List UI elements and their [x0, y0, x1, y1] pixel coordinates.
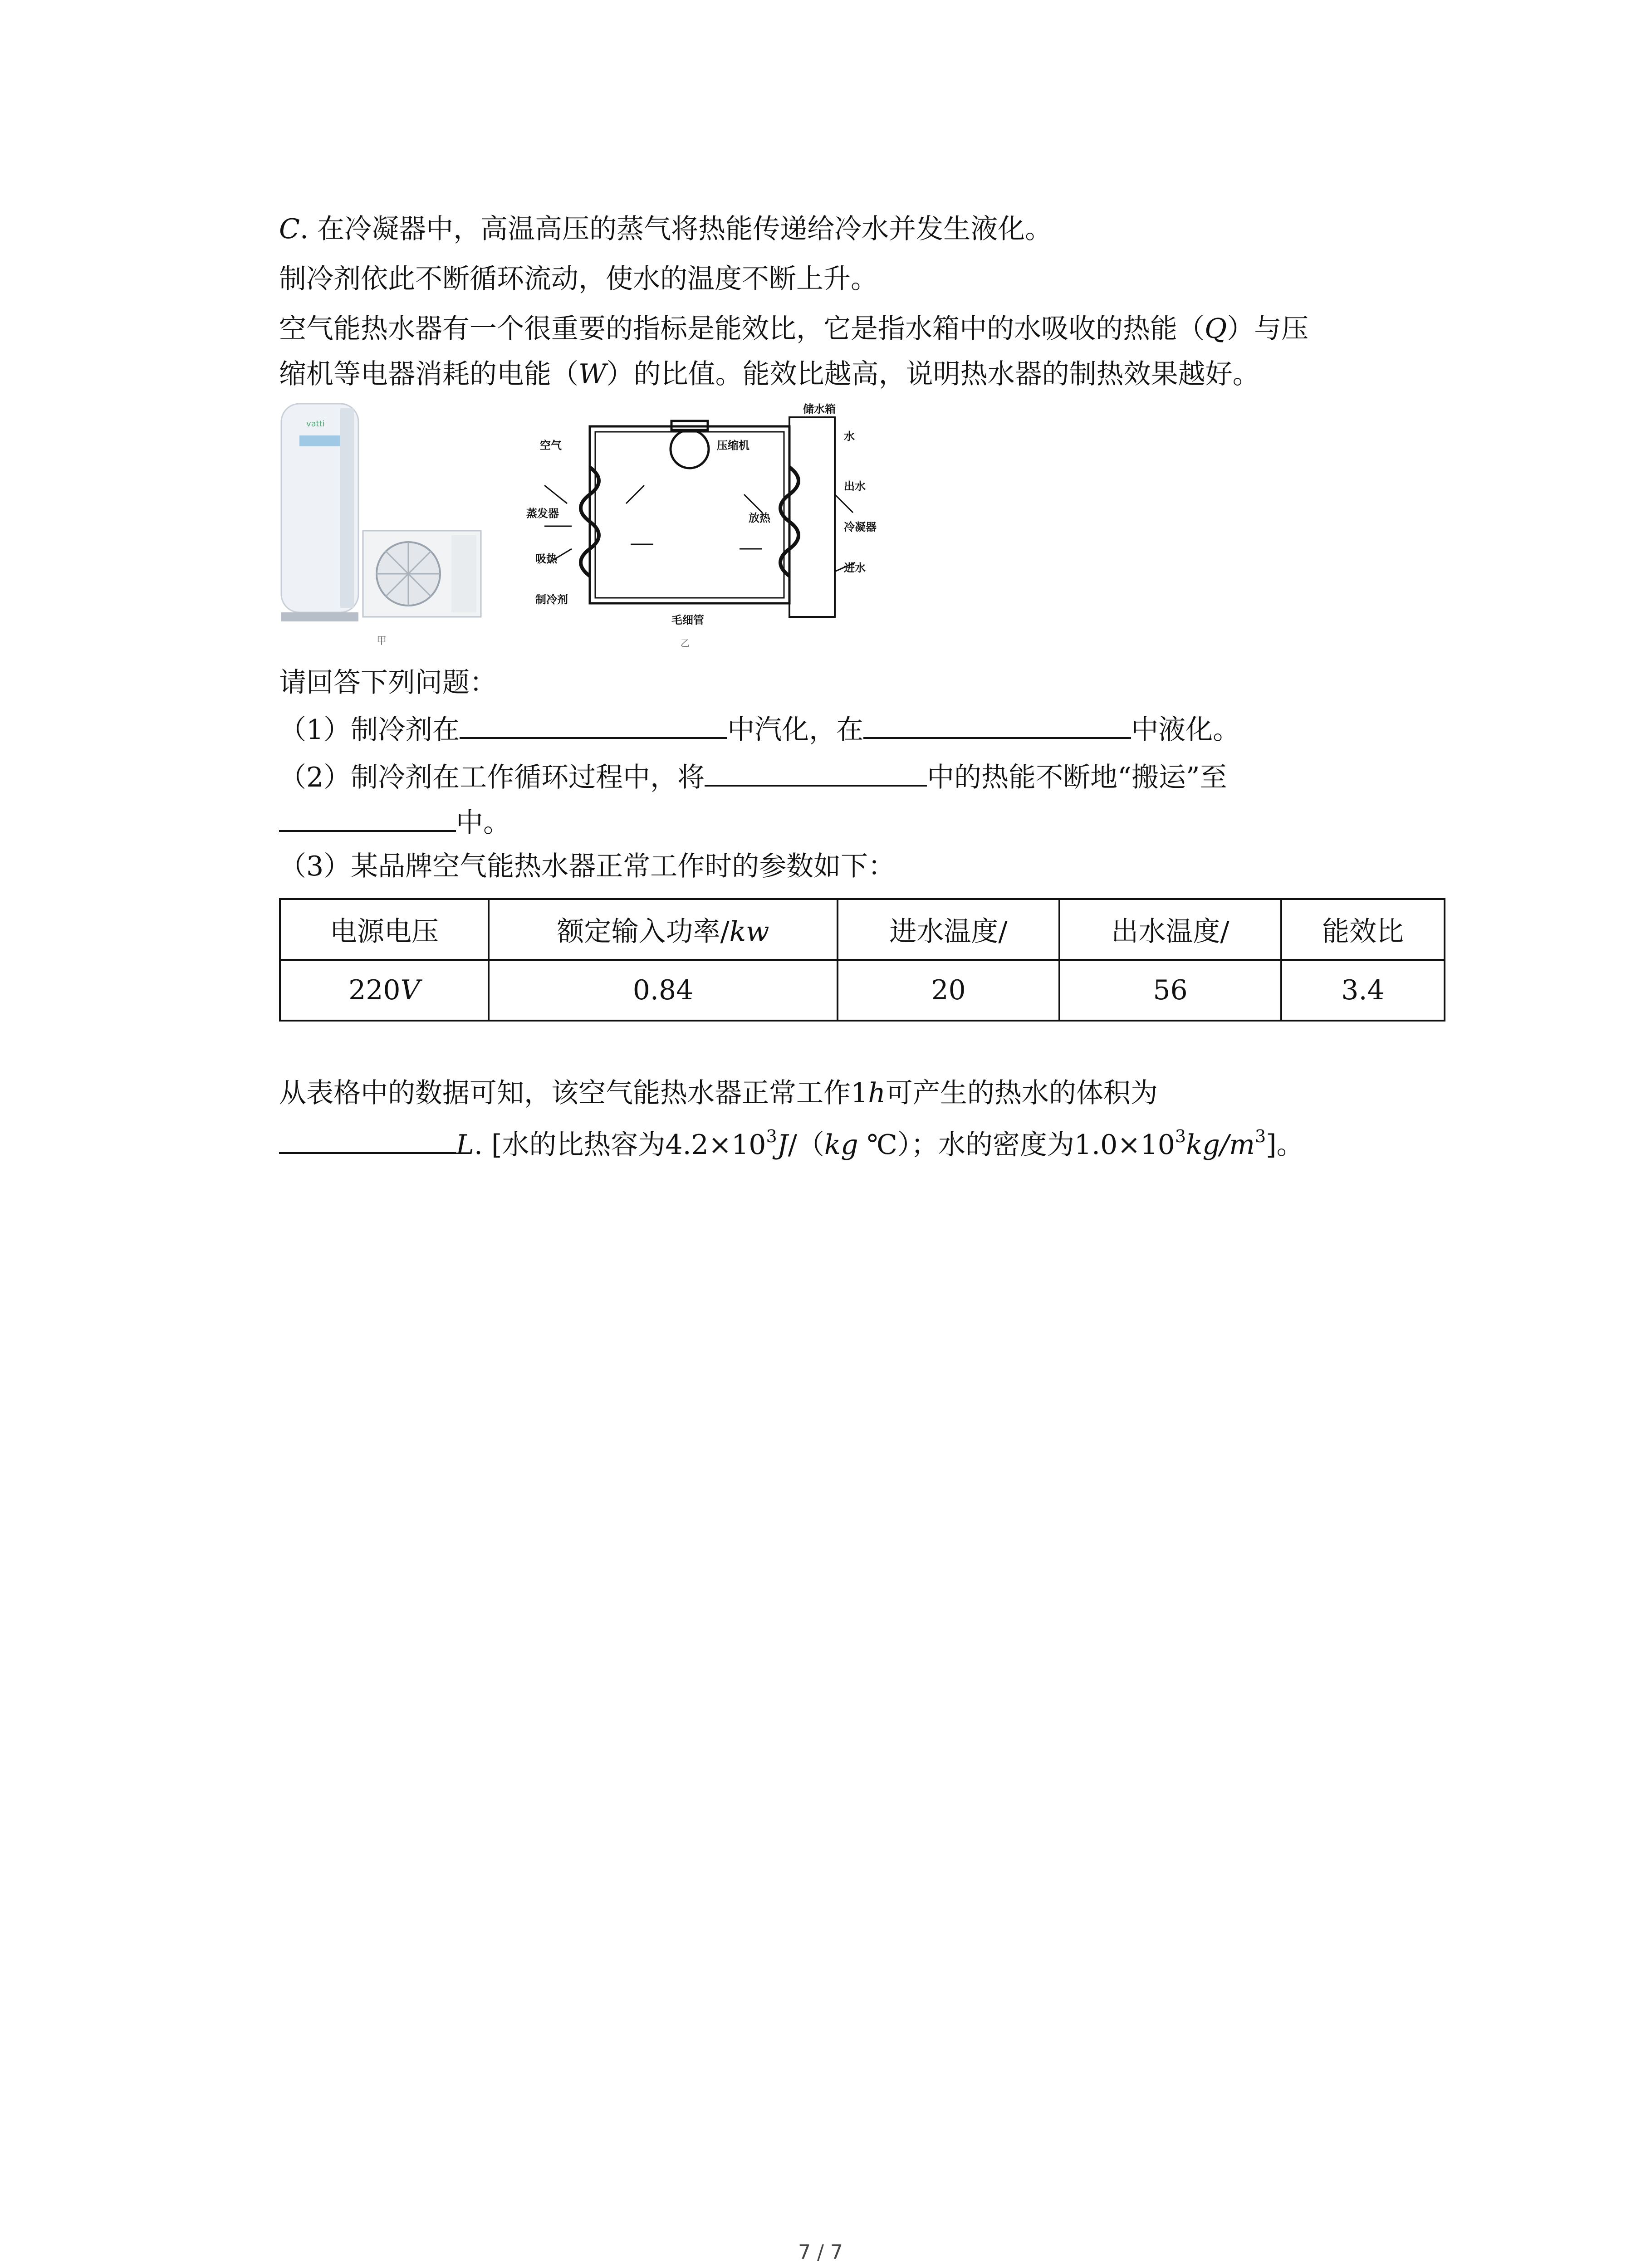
header-text: 出水温度/	[1111, 916, 1230, 948]
exponent-3: 3	[1254, 1126, 1266, 1146]
header-cell	[1059, 899, 1281, 960]
symbol-h: h	[868, 1077, 886, 1109]
q2-text-a: （2）制冷剂在工作循环过程中，将	[279, 762, 705, 793]
option-c-text: . 在冷凝器中，高温高压的蒸气将热能传递给冷水并发生液化。	[299, 213, 1053, 245]
table-cell	[489, 960, 838, 1021]
cell-unit: V	[400, 974, 420, 1006]
water-tank-image	[281, 404, 358, 621]
cell-value: 3.4	[1341, 974, 1385, 1006]
schematic-diagram	[581, 417, 835, 617]
heat-arrows	[544, 485, 855, 572]
question-2-cont	[279, 803, 510, 841]
conclusion-line	[279, 1075, 1158, 1111]
header-cell	[489, 899, 838, 960]
label-refrigerant: 制冷剂	[535, 593, 568, 606]
question-1	[279, 710, 1240, 748]
label-water: 水	[844, 430, 855, 443]
cycle-line: 制冷剂依此不断循环流动，使水的温度不断上升。	[279, 263, 878, 295]
exponent-2: 3	[1175, 1126, 1186, 1146]
exponent-1: 3	[766, 1126, 777, 1146]
final-text-a: . [水的比热容为4.2×10	[474, 1129, 766, 1161]
table-header-row	[280, 899, 1445, 960]
answer-blank-5[interactable]	[279, 1125, 456, 1154]
final-text-b: /（	[788, 1129, 824, 1161]
q2-text-c: 中。	[456, 807, 510, 839]
figure-svg	[272, 399, 898, 653]
table-cell	[1059, 960, 1281, 1021]
answer-blank-2[interactable]	[863, 710, 1131, 739]
unit-l: L	[456, 1129, 474, 1161]
final-text-c: ℃）；水的密度为1.0×10	[858, 1129, 1175, 1161]
header-cell	[280, 899, 489, 960]
answer-blank-1[interactable]	[460, 710, 727, 739]
intro-line-2	[279, 356, 1260, 392]
table-cell	[838, 960, 1059, 1021]
final-line	[279, 1125, 1304, 1163]
header-unit: kw	[729, 916, 769, 948]
label-water-out: 出水	[844, 480, 866, 493]
table-cell	[1281, 960, 1445, 1021]
intro-text-1a: 空气能热水器有一个很重要的指标是能效比，它是指水箱中的水吸收的热能（	[279, 313, 1205, 345]
q1-text-c: 中液化。	[1131, 714, 1240, 746]
header-cell	[1281, 899, 1445, 960]
label-air: 空气	[540, 439, 562, 452]
unit-j: J	[777, 1129, 788, 1161]
unit-kg: kg	[824, 1129, 858, 1161]
header-text: 额定输入功率/	[557, 916, 730, 948]
brand-text: vatti	[306, 419, 325, 429]
label-jia: 甲	[377, 635, 387, 647]
final-text-d: ]。	[1266, 1129, 1304, 1161]
q1-text-a: （1）制冷剂在	[279, 714, 460, 746]
option-c-letter: C	[279, 213, 300, 245]
q1-text-b: 中汽化，在	[727, 714, 864, 746]
answer-blank-3[interactable]	[705, 758, 927, 787]
symbol-q: Q	[1205, 313, 1227, 345]
label-evaporator: 蒸发器	[526, 507, 559, 520]
intro-text-2b: ）的比值。能效比越高，说明热水器的制热效果越好。	[606, 358, 1260, 390]
outdoor-unit-image	[363, 531, 481, 617]
prompt-line: 请回答下列问题：	[279, 667, 497, 699]
symbol-w: W	[578, 358, 607, 390]
label-compressor: 压缩机	[717, 439, 749, 452]
cell-value: 0.84	[632, 974, 694, 1006]
label-absorb: 吸热	[535, 552, 557, 565]
intro-text-1b: ）与压	[1227, 313, 1309, 345]
conclusion-text-b: 可产生的热水的体积为	[885, 1077, 1158, 1109]
table-cell	[280, 960, 489, 1021]
table-row	[280, 960, 1445, 1021]
page-number: 7 / 7	[798, 2241, 843, 2264]
label-water-in: 进水	[844, 562, 866, 574]
conclusion-text-a: 从表格中的数据可知，该空气能热水器正常工作1	[279, 1077, 868, 1109]
answer-blank-4[interactable]	[279, 803, 456, 832]
intro-line-1	[279, 311, 1308, 347]
header-text: 电源电压	[330, 916, 439, 948]
header-text: 能效比	[1322, 916, 1404, 948]
unit-kg-per-m: kg/m	[1186, 1129, 1255, 1161]
label-yi: 乙	[681, 638, 690, 649]
option-c-line	[279, 211, 1052, 247]
intro-text-2a: 缩机等电器消耗的电能（	[279, 358, 578, 390]
q2-text-b: 中的热能不断地“搬运”至	[927, 762, 1227, 793]
cell-value: 20	[931, 974, 966, 1006]
label-release: 放热	[749, 512, 770, 524]
header-text: 进水温度/	[889, 916, 1008, 948]
label-tank: 储水箱	[803, 403, 836, 415]
label-capillary: 毛细管	[671, 614, 704, 626]
cell-value: 56	[1153, 974, 1188, 1006]
heat-pump-figure	[272, 399, 898, 653]
header-cell	[838, 899, 1059, 960]
label-condenser: 冷凝器	[844, 521, 877, 533]
parameter-table	[279, 898, 1445, 1022]
question-2	[279, 758, 1227, 796]
question-3: （3）某品牌空气能热水器正常工作时的参数如下：	[279, 850, 896, 882]
cell-value: 220	[348, 974, 401, 1006]
